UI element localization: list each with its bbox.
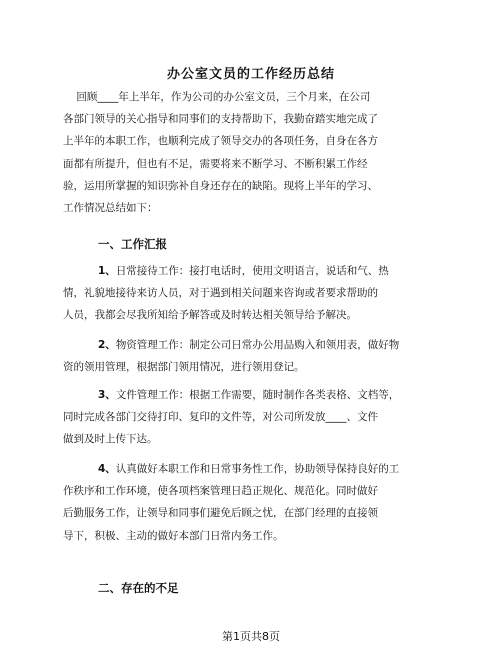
intro-line: 面都有所提升，但也有不足，需要将来不断学习、不断积累工作经	[63, 157, 368, 170]
item-1-line: 情，礼貌地接待来访人员，对于遇到相关问题来咨询或者要求帮助的	[63, 287, 378, 300]
item-2-text: 物资管理工作：制定公司日常办公用品购入和领用表，做好物	[115, 339, 400, 351]
item-4-line: 导下，积极、主动的做好本部门日常内务工作。	[63, 529, 284, 542]
intro-line: 上半年的本职工作，也顺利完成了领导交办的各项任务，自身在各方	[63, 135, 378, 148]
item-4-text: 认真做好本职工作和日常事务性工作，协助领导保持良好的工	[115, 463, 400, 475]
item-2-line: 资的领用管理，根据部门领用情况，进行领用登记。	[63, 361, 305, 374]
section-heading-work-report: 一、工作汇报	[98, 237, 167, 251]
intro-line: 各部门领导的关心指导和同事们的支持帮助下，我勤奋踏实地完成了	[63, 113, 378, 126]
item-2-paragraph	[63, 334, 435, 378]
item-4-number: 4、	[98, 463, 116, 475]
item-3-line: 同时完成各部门交待打印、复印的文件等，对公司所发放____、文件	[63, 411, 378, 424]
intro-paragraph	[63, 86, 435, 219]
intro-line: 验，运用所掌握的知识弥补自身还存在的缺陷。现将上半年的学习、	[63, 179, 378, 192]
item-4-paragraph	[63, 458, 435, 547]
page-number: 第1页共8页	[222, 630, 280, 643]
item-4-line: 作秩序和工作环境，使各项档案管理日趋正规化、规范化。同时做好	[63, 485, 378, 498]
item-2-line	[63, 334, 435, 356]
item-1-number: 1、	[98, 265, 116, 277]
item-3-paragraph	[63, 384, 435, 451]
intro-line: 工作情况总结如下：	[63, 201, 158, 214]
item-1-text: 日常接待工作：接打电话时，使用文明语言，说话和气、热	[115, 265, 389, 277]
item-1-line: 人员，我都会尽我所知给予解答或及时转达相关领导给予解决。	[63, 309, 357, 322]
item-3-number: 3、	[98, 389, 116, 401]
item-1-line	[63, 260, 435, 282]
item-3-line: 做到及时上传下达。	[63, 433, 158, 446]
section-heading-shortcomings: 二、存在的不足	[98, 581, 179, 595]
item-4-line: 后勤服务工作，让领导和同事们避免后顾之忧，在部门经理的直接领	[63, 507, 378, 520]
item-3-line	[63, 384, 435, 406]
document-title: 办公室文员的工作经历总结	[166, 67, 335, 82]
item-2-number: 2、	[98, 339, 116, 351]
item-3-text: 文件管理工作：根据工作需要，随时制作各类表格、文档等，	[115, 389, 400, 401]
item-4-line	[63, 458, 435, 480]
intro-line: 回顾____年上半年，作为公司的办公室文员，三个月来，在公司	[63, 91, 371, 103]
item-1-paragraph	[63, 260, 435, 327]
